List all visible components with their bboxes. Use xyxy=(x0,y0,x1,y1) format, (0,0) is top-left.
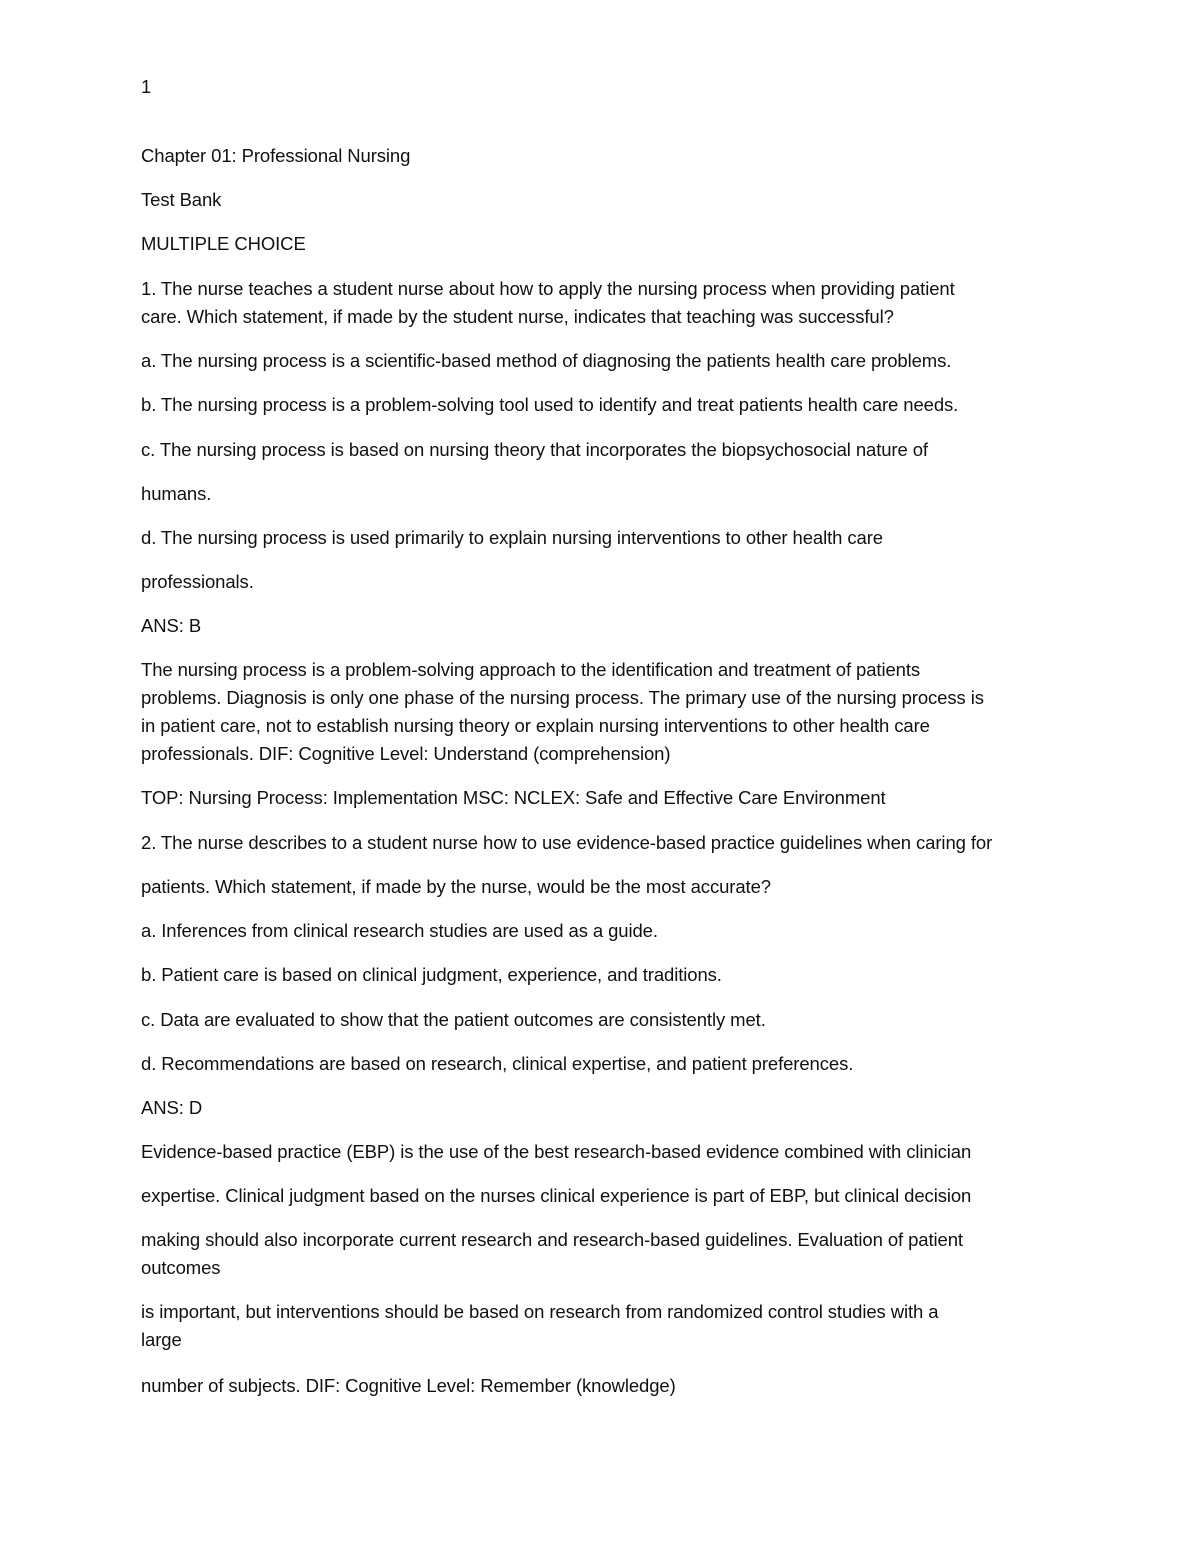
q2-option-d: d. Recommendations are based on research, clinical expertise, and patient preferences. xyxy=(141,1053,854,1074)
q2-rationale-line3: making should also incorporate current research and research-based guidelines. Evaluation of patient xyxy=(141,1229,963,1250)
q1-rationale-line1: The nursing process is a problem-solving approach to the identification and treatment of patients xyxy=(141,659,921,680)
q1-option-d-line1: d. The nursing process is used primarily to explain nursing interventions to other health care xyxy=(141,527,883,548)
q1-stem-line2: care. Which statement, if made by the student nurse, indicates that teaching was successful? xyxy=(141,306,894,327)
section-heading: MULTIPLE CHOICE xyxy=(141,233,306,254)
q1-rationale-line2: problems. Diagnosis is only one phase of the nursing process. The primary use of the nursing process is xyxy=(141,687,984,708)
q2-rationale-line2: expertise. Clinical judgment based on the nurses clinical experience is part of EBP, but clinical decision xyxy=(141,1185,972,1206)
q2-option-b: b. Patient care is based on clinical judgment, experience, and traditions. xyxy=(141,964,722,985)
q2-rationale-line6: large xyxy=(141,1329,182,1350)
q1-option-c-line1: c. The nursing process is based on nursing theory that incorporates the biopsychosocial nature of xyxy=(141,439,928,460)
q1-option-a: a. The nursing process is a scientific-based method of diagnosing the patients health care problems. xyxy=(141,350,952,371)
q2-stem-line1: 2. The nurse describes to a student nurse how to use evidence-based practice guidelines when caring for xyxy=(141,832,993,853)
subtitle: Test Bank xyxy=(141,189,222,210)
q1-answer: ANS: B xyxy=(141,615,202,636)
q2-stem-line2: patients. Which statement, if made by the nurse, would be the most accurate? xyxy=(141,876,771,897)
page-number: 1 xyxy=(141,76,152,97)
q2-rationale-line5: is important, but interventions should be based on research from randomized control studies with a xyxy=(141,1301,939,1322)
q2-rationale-line4: outcomes xyxy=(141,1257,221,1278)
q2-answer: ANS: D xyxy=(141,1097,203,1118)
q1-option-d-line2: professionals. xyxy=(141,571,254,592)
q1-stem-line1: 1. The nurse teaches a student nurse about how to apply the nursing process when providing patient xyxy=(141,278,955,299)
q2-rationale-line1: Evidence-based practice (EBP) is the use of the best research-based evidence combined with clinician xyxy=(141,1141,972,1162)
chapter-title: Chapter 01: Professional Nursing xyxy=(141,145,411,166)
q2-option-a: a. Inferences from clinical research studies are used as a guide. xyxy=(141,920,658,941)
q2-rationale-line7: number of subjects. DIF: Cognitive Level: Remember (knowledge) xyxy=(141,1375,676,1396)
q1-option-c-line2: humans. xyxy=(141,483,212,504)
q2-option-c: c. Data are evaluated to show that the patient outcomes are consistently met. xyxy=(141,1009,766,1030)
q1-rationale-line3: in patient care, not to establish nursing theory or explain nursing interventions to other health care xyxy=(141,715,930,736)
q1-option-b: b. The nursing process is a problem-solving tool used to identify and treat patients health care needs. xyxy=(141,394,959,415)
q1-meta: TOP: Nursing Process: Implementation MSC: NCLEX: Safe and Effective Care Environment xyxy=(141,787,886,808)
q1-rationale-line4: professionals. DIF: Cognitive Level: Understand (comprehension) xyxy=(141,743,671,764)
